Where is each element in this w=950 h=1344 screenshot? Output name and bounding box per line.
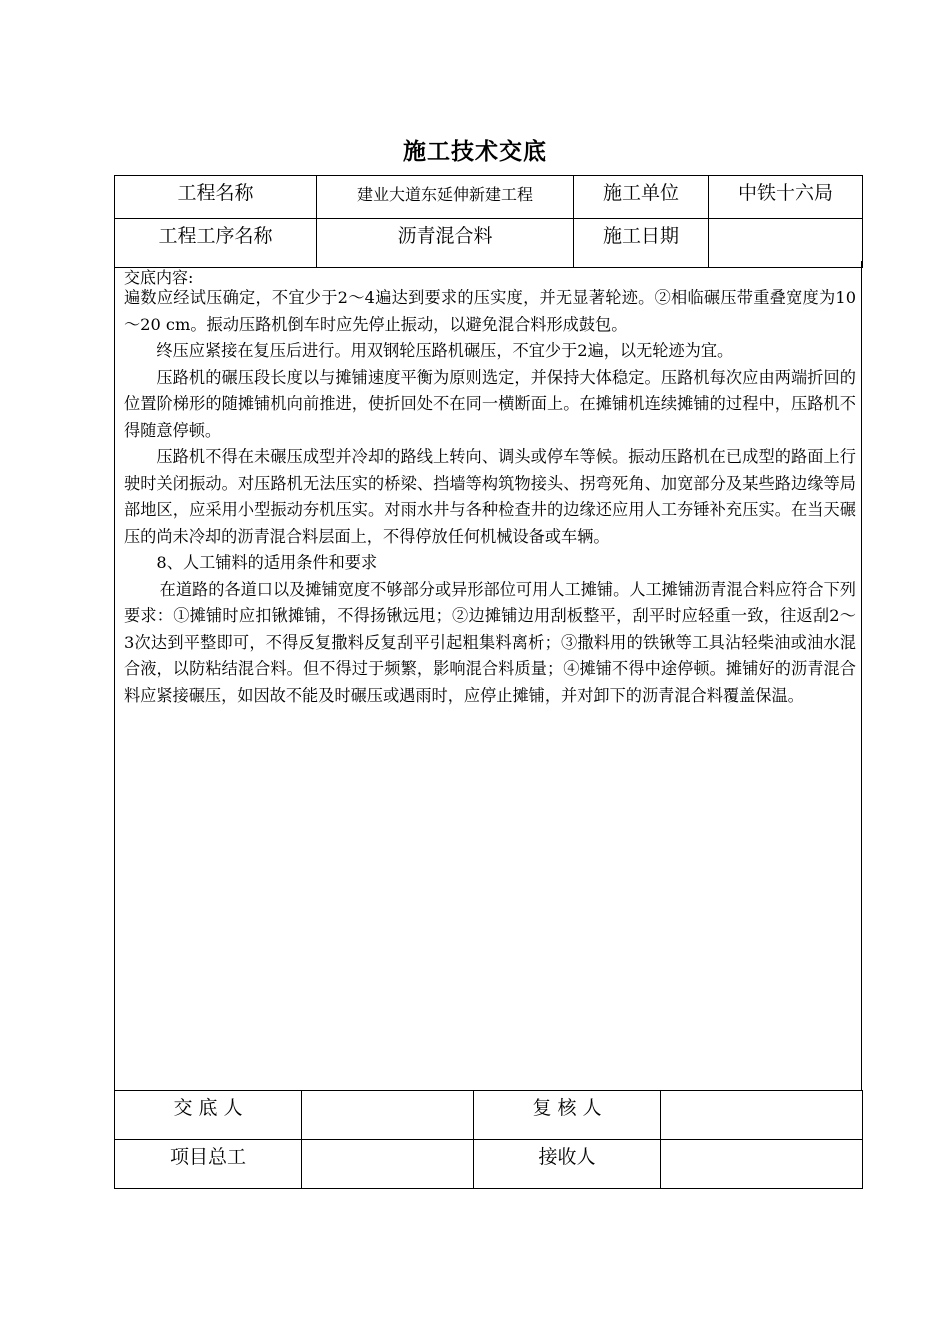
chief-engineer-label: 项目总工: [115, 1140, 302, 1189]
process-name-label: 工程工序名称: [115, 219, 317, 268]
content-label: 交底内容:: [124, 268, 194, 287]
reviewer-label: 复 核 人: [474, 1091, 661, 1140]
page-title: 施工技术交底: [403, 138, 547, 165]
reviewer-signature-field[interactable]: [661, 1091, 863, 1140]
content-paragraph: 压路机的碾压段长度以与摊铺速度平衡为原则选定，并保持大体稳定。压路机每次应由两端折回的位置阶梯形的随摊铺机向前推进，使折回处不在同一横断面上。在摊铺机连续摊铺的过程中，压路机不得随意停顿。: [124, 367, 856, 440]
construction-unit-value: 中铁十六局: [709, 176, 863, 219]
signature-row: [115, 1140, 863, 1189]
project-name-value: 建业大道东延伸新建工程: [317, 176, 574, 219]
project-name-label: 工程名称: [115, 176, 317, 219]
content-text: [124, 285, 856, 709]
receiver-label: 接收人: [474, 1140, 661, 1189]
content-paragraph: 压路机不得在未碾压成型并冷却的路线上转向、调头或停车等候。振动压路机在已成型的路面上行驶时关闭振动。对压路机无法压实的桥梁、挡墙等构筑物接头、拐弯死角、加宽部分及某些路边缘等局部地区，应采用小型振动夯机压实。对雨水井与各种检查井的边缘还应用人工夯锤补充压实。在当天碾压的尚未冷却的沥青混合料层面上，不得停放任何机械设备或车辆。: [124, 447, 856, 546]
chief-engineer-signature-field[interactable]: [302, 1140, 474, 1189]
content-paragraph: 终压应紧接在复压后进行。用双钢轮压路机碾压，不宜少于2遍，以无轮迹为宜。: [156, 341, 734, 360]
content-paragraph: 在道路的各道口以及摊铺宽度不够部分或异形部位可用人工摊铺。人工摊铺沥青混合料应符合下列要求：①摊铺时应扣锹摊铺，不得扬锹远甩；②边摊铺边用刮板整平，刮平时应轻重一致，往返刮2～3次达到平整即可，不得反复撒料反复刮平引起粗集料离析；③撒料用的铁锹等工具沾轻柴油或油水混合液，以防粘结混合料。但不得过于频繁，影响混合料质量；④摊铺不得中途停顿。摊铺好的沥青混合料应紧接碾压，如因故不能及时碾压或遇雨时，应停止摊铺，并对卸下的沥青混合料覆盖保温。: [124, 579, 856, 705]
header-row-project: [115, 176, 863, 219]
construction-date-label: 施工日期: [574, 219, 709, 268]
receiver-signature-field[interactable]: [661, 1140, 863, 1189]
section-heading: 8、人工铺料的适用条件和要求: [156, 553, 378, 572]
disclosure-content-box: [114, 261, 862, 1090]
discloser-signature-field[interactable]: [302, 1091, 474, 1140]
discloser-label: 交 底 人: [115, 1091, 302, 1140]
header-table: [114, 175, 863, 268]
construction-unit-label: 施工单位: [574, 176, 709, 219]
signature-row: [115, 1091, 863, 1140]
process-name-value: 沥青混合料: [317, 219, 574, 268]
content-paragraph: 遍数应经试压确定，不宜少于2～4遍达到要求的压实度，并无显著轮迹。②相临碾压带重叠宽度为10～20 cm。振动压路机倒车时应先停止振动，以避免混合料形成鼓包。: [124, 288, 856, 334]
signature-table: [114, 1090, 863, 1189]
